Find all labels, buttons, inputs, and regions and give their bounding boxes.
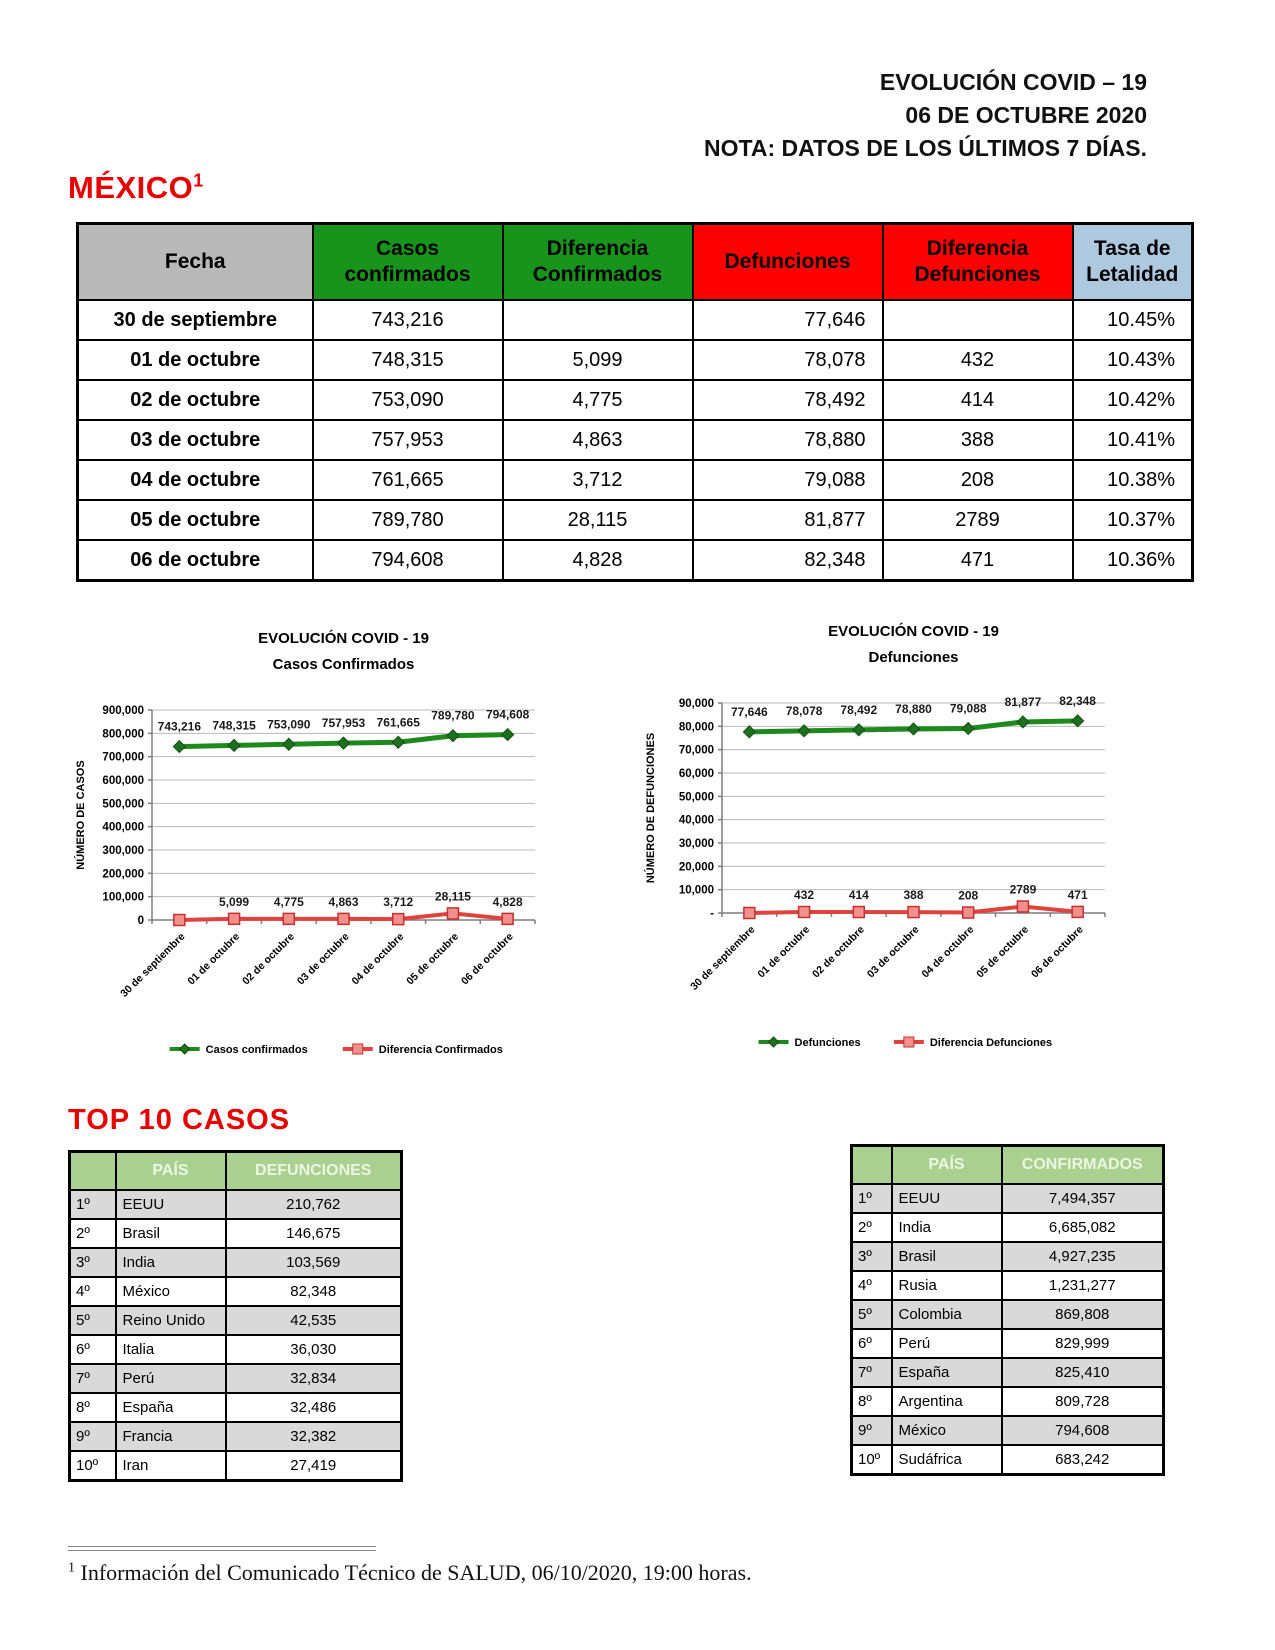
date-cell: 04 de octubre [78,460,313,500]
top10-country-cell: EEUU [116,1190,226,1219]
data-label: 4,775 [273,894,304,909]
x-tick-label: 06 de octubre [458,930,516,988]
top10-value-cell: 27,419 [226,1451,402,1481]
marker-square [853,907,864,918]
chart-title: EVOLUCIÓN COVID - 19 [258,630,429,647]
x-tick-label: 03 de octubre [864,923,922,981]
data-label: 432 [794,887,815,902]
table-row [78,340,1193,380]
y-tick-label: 0 [137,915,144,927]
top10-value-cell: 210,762 [226,1190,402,1219]
data-label: 794,608 [485,707,530,722]
chart-title: EVOLUCIÓN COVID - 19 [828,623,999,640]
top10-header-2: CONFIRMADOS [1002,1146,1164,1185]
value-cell [503,300,693,340]
top10-rank-cell: 1º [70,1190,116,1219]
top10-value-cell: 103,569 [226,1248,402,1277]
value-cell: 789,780 [313,500,503,540]
value-cell: 5,099 [503,340,693,380]
data-label: 28,115 [434,889,471,904]
value-cell: 81,877 [693,500,883,540]
main-table-header-3: Defunciones [693,224,883,301]
legend-label: Casos confirmados [205,1044,308,1056]
top10-country-cell: Reino Unido [116,1306,226,1335]
top10-rank-cell: 8º [70,1393,116,1422]
marker-square [502,913,513,924]
top10-country-cell: México [116,1277,226,1306]
marker-square [744,908,755,919]
value-cell: 3,712 [503,460,693,500]
data-label: 748,315 [212,718,256,733]
top10-country-cell: México [892,1416,1002,1445]
top10-country-cell: India [116,1248,226,1277]
table-row [70,1277,402,1306]
table-row [852,1300,1164,1329]
value-cell: 471 [883,540,1073,581]
top10-heading: TOP 10 CASOS [68,1104,291,1136]
top10-country-cell: Sudáfrica [892,1445,1002,1475]
y-tick-label: 70,000 [678,744,714,757]
top10-value-cell: 829,999 [1002,1329,1164,1358]
x-tick-label: 02 de octubre [810,923,867,981]
x-tick-label: 01 de octubre [185,930,243,988]
data-label: 753,090 [267,717,311,732]
y-tick-label: 80,000 [678,721,714,734]
data-label: 78,078 [785,703,823,718]
marker-diamond [283,738,295,750]
y-tick-label: 700,000 [102,751,144,764]
marker-diamond [447,730,459,742]
top10-country-cell: España [892,1358,1002,1387]
data-label: 77,646 [731,704,768,719]
marker-diamond [228,739,240,751]
top10-rank-cell: 7º [852,1358,892,1387]
main-table-header-5: Tasa de Letalidad [1073,224,1193,301]
top10-rank-cell: 5º [852,1300,892,1329]
top10-value-cell: 32,382 [226,1422,402,1451]
data-label: 761,665 [376,715,420,730]
top10-rank-cell: 10º [852,1445,892,1475]
top10-rank-cell: 8º [852,1387,892,1416]
value-cell: 77,646 [693,300,883,340]
table-row [70,1306,402,1335]
table-row [852,1184,1164,1213]
table-row [78,420,1193,460]
y-tick-label: 600,000 [102,775,144,787]
y-tick-label: 900,000 [102,705,144,717]
footnote [68,1560,968,1586]
top10-country-cell: Rusia [892,1271,1002,1300]
value-cell: 761,665 [313,460,503,500]
table-row [70,1248,402,1277]
table-row [852,1242,1164,1271]
top10-rank-cell: 4º [70,1277,116,1306]
top10-rank-cell: 3º [70,1248,116,1277]
chart-casos-confirmados-svg [70,615,635,1067]
top10-country-cell: Francia [116,1422,226,1451]
y-tick-label: 800,000 [102,728,144,741]
top10-rank-cell: 7º [70,1364,116,1393]
y-tick-label: 500,000 [102,798,144,811]
table-row [70,1364,402,1393]
top10-header-0 [70,1152,116,1191]
marker-square [447,908,458,919]
chart-subtitle: Casos Confirmados [272,656,415,673]
document-title: EVOLUCIÓN COVID – 19 [879,69,1147,95]
chart-subtitle: Defunciones [868,649,959,666]
top10-country-cell: EEUU [892,1184,1002,1213]
marker-diamond [1072,715,1084,727]
x-tick-label: 02 de octubre [240,930,297,988]
data-label: 81,877 [1004,694,1042,709]
top10-value-cell: 42,535 [226,1306,402,1335]
top10-header-2: DEFUNCIONES [226,1152,402,1191]
date-cell: 03 de octubre [78,420,313,460]
value-cell: 743,216 [313,300,503,340]
top10-header-1: PAÍS [892,1146,1002,1185]
top10-rank-cell: 2º [70,1219,116,1248]
y-tick-label: 300,000 [102,845,144,857]
value-cell: 414 [883,380,1073,420]
top10-confirmados-table [850,1144,1165,1476]
y-tick-label: 40,000 [678,814,714,827]
marker-square [283,913,294,924]
data-label: 789,780 [431,708,475,723]
table-row [70,1393,402,1422]
top10-header-1: PAÍS [116,1152,226,1191]
marker-square [229,913,240,924]
top10-country-cell: Colombia [892,1300,1002,1329]
top10-rank-cell: 6º [852,1329,892,1358]
main-table-header-2: Diferencia Confirmados [503,224,693,301]
value-cell: 4,775 [503,380,693,420]
y-axis-title: NÚMERO DE CASOS [75,760,87,870]
data-label: 4,863 [328,894,359,909]
table-row [70,1190,402,1219]
value-cell: 10.41% [1073,420,1193,460]
date-cell: 06 de octubre [78,540,313,581]
data-label: 4,828 [492,894,523,909]
data-label: 82,348 [1059,693,1096,708]
marker-square [174,915,185,926]
data-label: 414 [848,888,869,903]
value-cell: 4,828 [503,540,693,581]
document-note: NOTA: DATOS DE LOS ÚLTIMOS 7 DÍAS. [704,135,1147,161]
top10-rank-cell: 3º [852,1242,892,1271]
date-cell: 05 de octubre [78,500,313,540]
top10-country-cell: Perú [892,1329,1002,1358]
y-tick-label: - [710,908,714,920]
top10-value-cell: 1,231,277 [1002,1271,1164,1300]
data-label: 743,216 [157,719,202,734]
table-row [70,1335,402,1364]
data-label: 78,492 [840,702,878,717]
table-row [852,1213,1164,1242]
legend-marker-square [904,1037,914,1047]
data-label: 79,088 [949,701,987,716]
main-table-header-1: Casos confirmados [313,224,503,301]
table-row [852,1271,1164,1300]
data-label: 78,880 [895,701,932,716]
top10-country-cell: Brasil [116,1219,226,1248]
marker-diamond [502,729,514,741]
footnote-text: Información del Comunicado Técnico de SALUD, 06/10/2020, 19:00 horas. [80,1560,752,1585]
y-tick-label: 100,000 [102,891,144,904]
marker-diamond [173,741,185,753]
marker-diamond [962,722,974,734]
legend-label: Diferencia Defunciones [929,1037,1053,1049]
y-tick-label: 50,000 [678,791,714,804]
top10-rank-cell: 5º [70,1306,116,1335]
table-row [78,540,1193,581]
top10-country-cell: Brasil [892,1242,1002,1271]
x-tick-label: 06 de octubre [1028,923,1086,981]
top10-value-cell: 36,030 [226,1335,402,1364]
value-cell: 10.37% [1073,500,1193,540]
value-cell: 388 [883,420,1073,460]
value-cell: 4,863 [503,420,693,460]
marker-diamond [908,723,920,735]
legend-label: Diferencia Confirmados [378,1044,503,1056]
top10-value-cell: 32,486 [226,1393,402,1422]
top10-country-cell: Argentina [892,1387,1002,1416]
value-cell: 10.42% [1073,380,1193,420]
y-tick-label: 90,000 [678,698,714,710]
document-header [704,66,1147,165]
date-cell: 01 de octubre [78,340,313,380]
table-row [78,460,1193,500]
mexico-label: MÉXICO [68,170,194,205]
top10-rank-cell: 6º [70,1335,116,1364]
value-cell: 757,953 [313,420,503,460]
top10-rank-cell: 10º [70,1451,116,1481]
x-tick-label: 04 de octubre [349,930,407,988]
legend-label: Defunciones [794,1037,861,1049]
x-tick-label: 01 de octubre [755,923,813,981]
table-row [852,1387,1164,1416]
data-label: 757,953 [321,716,366,731]
table-row [852,1358,1164,1387]
value-cell: 28,115 [503,500,693,540]
top10-country-cell: España [116,1393,226,1422]
table-row [852,1416,1164,1445]
table-row [852,1329,1164,1358]
value-cell: 2789 [883,500,1073,540]
top10-country-cell: India [892,1213,1002,1242]
x-tick-label: 05 de octubre [974,923,1032,981]
value-cell: 748,315 [313,340,503,380]
top10-country-cell: Iran [116,1451,226,1481]
table-row [70,1219,402,1248]
section-title-mexico [68,170,204,206]
top10-value-cell: 32,834 [226,1364,402,1393]
marker-square [799,906,810,917]
data-label: 471 [1067,887,1088,902]
data-label: 2789 [1009,882,1037,897]
x-tick-label: 04 de octubre [919,923,977,981]
top10-header-0 [852,1146,892,1185]
top10-rank-cell: 1º [852,1184,892,1213]
marker-square [963,907,974,918]
value-cell: 79,088 [693,460,883,500]
top10-value-cell: 809,728 [1002,1387,1164,1416]
chart-casos-confirmados [70,615,635,1067]
top10-defunciones-table [68,1150,403,1482]
marker-diamond [392,736,404,748]
value-cell [883,300,1073,340]
value-cell: 78,492 [693,380,883,420]
footnote-separator [68,1546,376,1551]
value-cell: 78,078 [693,340,883,380]
top10-value-cell: 869,808 [1002,1300,1164,1329]
y-tick-label: 10,000 [678,884,714,897]
value-cell: 794,608 [313,540,503,581]
value-cell: 82,348 [693,540,883,581]
table-row [70,1422,402,1451]
marker-square [908,907,919,918]
data-label: 5,099 [219,894,250,909]
top10-value-cell: 82,348 [226,1277,402,1306]
footnote-reference: 1 [193,170,204,191]
top10-value-cell: 6,685,082 [1002,1213,1164,1242]
footnote-marker: 1 [68,1560,75,1576]
top10-value-cell: 4,927,235 [1002,1242,1164,1271]
main-table-header-4: Diferencia Defunciones [883,224,1073,301]
y-tick-label: 400,000 [102,821,144,834]
main-table-header-0: Fecha [78,224,313,301]
value-cell: 10.43% [1073,340,1193,380]
top10-rank-cell: 9º [70,1422,116,1451]
value-cell: 432 [883,340,1073,380]
value-cell: 208 [883,460,1073,500]
x-tick-label: 30 de septiembre [688,923,758,993]
covid-evolution-table [76,222,1194,582]
chart-defunciones [640,608,1205,1060]
top10-country-cell: Perú [116,1364,226,1393]
table-row [78,300,1193,340]
legend-marker-square [353,1044,363,1054]
top10-rank-cell: 9º [852,1416,892,1445]
marker-diamond [853,724,865,736]
data-label: 208 [958,888,979,903]
top10-value-cell: 683,242 [1002,1445,1164,1475]
value-cell: 78,880 [693,420,883,460]
marker-diamond [743,726,755,738]
y-tick-label: 20,000 [678,861,714,874]
value-cell: 10.36% [1073,540,1193,581]
table-row [852,1445,1164,1475]
value-cell: 10.45% [1073,300,1193,340]
value-cell: 10.38% [1073,460,1193,500]
x-tick-label: 03 de octubre [294,930,352,988]
top10-value-cell: 825,410 [1002,1358,1164,1387]
marker-square [393,914,404,925]
top10-value-cell: 146,675 [226,1219,402,1248]
legend-marker-diamond [180,1044,190,1054]
marker-diamond [338,737,350,749]
document-date: 06 DE OCTUBRE 2020 [905,102,1147,128]
value-cell: 753,090 [313,380,503,420]
y-tick-label: 200,000 [102,868,144,881]
x-tick-label: 30 de septiembre [118,930,188,1000]
x-tick-label: 05 de octubre [404,930,462,988]
data-label: 388 [903,888,924,903]
top10-rank-cell: 4º [852,1271,892,1300]
legend-marker-diamond [769,1037,779,1047]
table-row [78,380,1193,420]
marker-square [338,913,349,924]
top10-country-cell: Italia [116,1335,226,1364]
top10-rank-cell: 2º [852,1213,892,1242]
marker-square [1072,906,1083,917]
table-row [78,500,1193,540]
y-tick-label: 30,000 [678,838,714,850]
date-cell: 02 de octubre [78,380,313,420]
y-axis-title: NÚMERO DE DEFUNCIONES [645,732,657,884]
chart-defunciones-svg [640,608,1205,1060]
top10-value-cell: 794,608 [1002,1416,1164,1445]
top10-value-cell: 7,494,357 [1002,1184,1164,1213]
data-label: 3,712 [383,895,414,910]
marker-square [1017,901,1028,912]
table-row [70,1451,402,1481]
date-cell: 30 de septiembre [78,300,313,340]
y-tick-label: 60,000 [678,768,714,780]
